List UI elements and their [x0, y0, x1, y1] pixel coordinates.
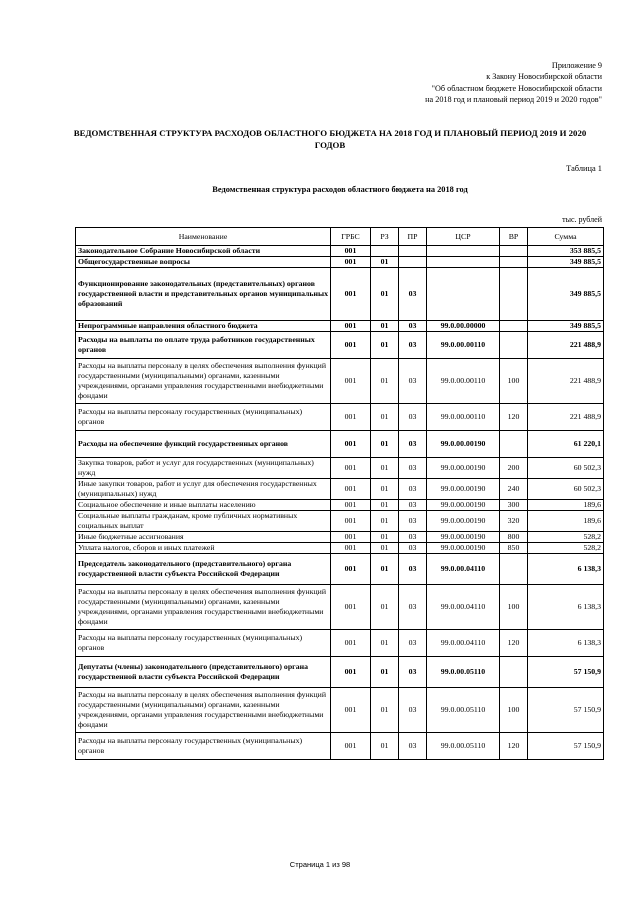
- row-name-cell: Непрограммные направления областного бюджета: [76, 321, 331, 332]
- row-grbs-cell: 001: [331, 630, 371, 657]
- column-header-name: Наименование: [76, 228, 331, 246]
- row-sum-cell: 57 150,9: [528, 733, 604, 760]
- table-row: [76, 543, 604, 554]
- row-csr-cell: 99.0.00.00190: [427, 532, 500, 543]
- row-csr-cell: 99.0.00.00110: [427, 404, 500, 431]
- row-csr-cell: 99.0.00.05110: [427, 688, 500, 733]
- table-row: [76, 268, 604, 321]
- table-row: [76, 321, 604, 332]
- row-rz-cell: 01: [371, 500, 399, 511]
- row-grbs-cell: 001: [331, 479, 371, 500]
- row-vr-cell: 300: [500, 500, 528, 511]
- row-vr-cell: 100: [500, 688, 528, 733]
- column-header-grbs: ГРБС: [331, 228, 371, 246]
- table-row: [76, 532, 604, 543]
- row-sum-cell: 6 138,3: [528, 554, 604, 585]
- table-row: [76, 688, 604, 733]
- row-sum-cell: 221 488,9: [528, 359, 604, 404]
- row-grbs-cell: 001: [331, 332, 371, 359]
- row-csr-cell: 99.0.00.04110: [427, 585, 500, 630]
- units-label: тыс. рублей: [562, 215, 602, 224]
- row-grbs-cell: 001: [331, 733, 371, 760]
- row-vr-cell: [500, 657, 528, 688]
- row-pr-cell: 03: [399, 268, 427, 321]
- row-rz-cell: 01: [371, 321, 399, 332]
- row-vr-cell: 120: [500, 630, 528, 657]
- row-rz-cell: 01: [371, 630, 399, 657]
- row-grbs-cell: 001: [331, 246, 371, 257]
- row-csr-cell: [427, 246, 500, 257]
- row-name-cell: Расходы на выплаты персоналу в целях обеспечения выполнения функций государственными (муниципальными) органами, казенными учреждениями, органами управления государственными внебюджетными фондами: [76, 359, 331, 404]
- row-csr-cell: 99.0.00.05110: [427, 657, 500, 688]
- table-row: [76, 458, 604, 479]
- row-csr-cell: 99.0.00.04110: [427, 630, 500, 657]
- row-rz-cell: 01: [371, 511, 399, 532]
- row-csr-cell: 99.0.00.00190: [427, 543, 500, 554]
- row-vr-cell: 850: [500, 543, 528, 554]
- row-vr-cell: 200: [500, 458, 528, 479]
- row-name-cell: Расходы на выплаты персоналу в целях обеспечения выполнения функций государственными (муниципальными) органами, казенными учреждениями, органами управления государственными внебюджетными фондами: [76, 688, 331, 733]
- row-grbs-cell: 001: [331, 359, 371, 404]
- table-row: [76, 332, 604, 359]
- row-grbs-cell: 001: [331, 657, 371, 688]
- table-row: [76, 554, 604, 585]
- row-rz-cell: 01: [371, 431, 399, 458]
- row-pr-cell: 03: [399, 543, 427, 554]
- row-name-cell: Законодательное Собрание Новосибирской области: [76, 246, 331, 257]
- table-row: [76, 511, 604, 532]
- row-sum-cell: 6 138,3: [528, 630, 604, 657]
- row-pr-cell: 03: [399, 321, 427, 332]
- row-grbs-cell: 001: [331, 511, 371, 532]
- row-rz-cell: [371, 246, 399, 257]
- row-pr-cell: 03: [399, 733, 427, 760]
- column-header-csr: ЦСР: [427, 228, 500, 246]
- row-csr-cell: 99.0.00.00000: [427, 321, 500, 332]
- row-name-cell: Иные закупки товаров, работ и услуг для обеспечения государственных (муниципальных) нужд: [76, 479, 331, 500]
- row-rz-cell: 01: [371, 404, 399, 431]
- column-header-pr: ПР: [399, 228, 427, 246]
- table-row: [76, 431, 604, 458]
- row-grbs-cell: 001: [331, 688, 371, 733]
- row-vr-cell: 800: [500, 532, 528, 543]
- row-pr-cell: 03: [399, 500, 427, 511]
- row-csr-cell: 99.0.00.00190: [427, 479, 500, 500]
- row-csr-cell: [427, 268, 500, 321]
- row-sum-cell: 349 885,5: [528, 257, 604, 268]
- row-sum-cell: 349 885,5: [528, 321, 604, 332]
- table-header-row: [76, 228, 604, 246]
- row-pr-cell: 03: [399, 479, 427, 500]
- row-csr-cell: 99.0.00.00190: [427, 431, 500, 458]
- table-row: [76, 585, 604, 630]
- row-csr-cell: 99.0.00.00190: [427, 458, 500, 479]
- column-header-rz: РЗ: [371, 228, 399, 246]
- row-vr-cell: [500, 332, 528, 359]
- row-sum-cell: 528,2: [528, 543, 604, 554]
- row-grbs-cell: 001: [331, 268, 371, 321]
- row-rz-cell: 01: [371, 359, 399, 404]
- row-grbs-cell: 001: [331, 257, 371, 268]
- row-pr-cell: 03: [399, 458, 427, 479]
- row-rz-cell: 01: [371, 585, 399, 630]
- row-grbs-cell: 001: [331, 431, 371, 458]
- row-pr-cell: 03: [399, 554, 427, 585]
- row-rz-cell: 01: [371, 532, 399, 543]
- row-name-cell: Функционирование законодательных (представительных) органов государственной власти и представительных органов муниципальных образований: [76, 268, 331, 321]
- table-row: [76, 257, 604, 268]
- row-sum-cell: 60 502,3: [528, 458, 604, 479]
- row-vr-cell: [500, 268, 528, 321]
- row-name-cell: Расходы на выплаты персоналу государственных (муниципальных) органов: [76, 733, 331, 760]
- column-header-vr: ВР: [500, 228, 528, 246]
- row-pr-cell: [399, 246, 427, 257]
- row-vr-cell: [500, 431, 528, 458]
- row-pr-cell: 03: [399, 532, 427, 543]
- row-pr-cell: 03: [399, 585, 427, 630]
- row-sum-cell: 221 488,9: [528, 404, 604, 431]
- row-vr-cell: [500, 257, 528, 268]
- row-name-cell: Общегосударственные вопросы: [76, 257, 331, 268]
- row-name-cell: Расходы на выплаты персоналу в целях обеспечения выполнения функций государственными (муниципальными) органами, казенными учреждениями, органами управления государственными внебюджетными фондами: [76, 585, 331, 630]
- appendix-line: Приложение 9: [551, 61, 602, 70]
- row-name-cell: Расходы на выплаты персоналу государственных (муниципальных) органов: [76, 630, 331, 657]
- row-rz-cell: 01: [371, 733, 399, 760]
- row-rz-cell: 01: [371, 479, 399, 500]
- row-csr-cell: 99.0.00.05110: [427, 733, 500, 760]
- row-grbs-cell: 001: [331, 500, 371, 511]
- row-pr-cell: [399, 257, 427, 268]
- column-header-sum: Сумма: [528, 228, 604, 246]
- row-name-cell: Социальные выплаты гражданам, кроме публичных нормативных социальных выплат: [76, 511, 331, 532]
- row-pr-cell: 03: [399, 359, 427, 404]
- row-grbs-cell: 001: [331, 458, 371, 479]
- row-csr-cell: 99.0.00.00190: [427, 511, 500, 532]
- row-vr-cell: [500, 246, 528, 257]
- row-sum-cell: 6 138,3: [528, 585, 604, 630]
- row-rz-cell: 01: [371, 543, 399, 554]
- row-csr-cell: 99.0.00.00110: [427, 332, 500, 359]
- row-name-cell: Иные бюджетные ассигнования: [76, 532, 331, 543]
- table-row: [76, 479, 604, 500]
- appendix-line: к Закону Новосибирской области: [486, 72, 602, 82]
- row-csr-cell: 99.0.00.04110: [427, 554, 500, 585]
- row-rz-cell: 01: [371, 657, 399, 688]
- page-footer: Страница 1 из 98: [289, 860, 351, 869]
- row-sum-cell: 353 885,5: [528, 246, 604, 257]
- row-pr-cell: 03: [399, 404, 427, 431]
- table-row: [76, 733, 604, 760]
- row-rz-cell: 01: [371, 554, 399, 585]
- row-sum-cell: 189,6: [528, 511, 604, 532]
- document-title: ВЕДОМСТВЕННАЯ СТРУКТУРА РАСХОДОВ ОБЛАСТНОГО БЮДЖЕТА НА 2018 ГОД И ПЛАНОВЫЙ ПЕРИОД 2019 И 2020 ГОДОВ: [73, 128, 587, 150]
- row-vr-cell: 120: [500, 404, 528, 431]
- row-name-cell: Закупка товаров, работ и услуг для государственных (муниципальных) нужд: [76, 458, 331, 479]
- row-csr-cell: [427, 257, 500, 268]
- row-rz-cell: 01: [371, 268, 399, 321]
- row-sum-cell: 349 885,5: [528, 268, 604, 321]
- table-row: [76, 246, 604, 257]
- table-row: [76, 500, 604, 511]
- row-sum-cell: 57 150,9: [528, 688, 604, 733]
- appendix-line: на 2018 год и плановый период 2019 и 2020 годов": [425, 95, 602, 105]
- row-pr-cell: 03: [399, 431, 427, 458]
- table-number: Таблица 1: [566, 164, 602, 173]
- row-name-cell: Председатель законодательного (представительного) органа государственной власти субъекта Российской Федерации: [76, 554, 331, 585]
- row-sum-cell: 57 150,9: [528, 657, 604, 688]
- row-grbs-cell: 001: [331, 554, 371, 585]
- row-sum-cell: 61 220,1: [528, 431, 604, 458]
- row-pr-cell: 03: [399, 332, 427, 359]
- row-pr-cell: 03: [399, 688, 427, 733]
- row-name-cell: Уплата налогов, сборов и иных платежей: [76, 543, 331, 554]
- row-vr-cell: 320: [500, 511, 528, 532]
- row-csr-cell: 99.0.00.00190: [427, 500, 500, 511]
- row-pr-cell: 03: [399, 511, 427, 532]
- row-grbs-cell: 001: [331, 532, 371, 543]
- row-sum-cell: 528,2: [528, 532, 604, 543]
- row-vr-cell: 100: [500, 585, 528, 630]
- row-rz-cell: 01: [371, 332, 399, 359]
- row-sum-cell: 60 502,3: [528, 479, 604, 500]
- row-sum-cell: 189,6: [528, 500, 604, 511]
- row-name-cell: Социальное обеспечение и иные выплаты населению: [76, 500, 331, 511]
- row-sum-cell: 221 488,9: [528, 332, 604, 359]
- row-grbs-cell: 001: [331, 404, 371, 431]
- table-title: Ведомственная структура расходов областного бюджета на 2018 год: [212, 185, 468, 194]
- table-row: [76, 630, 604, 657]
- expenditure-table: [75, 227, 604, 760]
- appendix-block: [282, 60, 602, 106]
- row-grbs-cell: 001: [331, 543, 371, 554]
- row-vr-cell: 100: [500, 359, 528, 404]
- row-pr-cell: 03: [399, 657, 427, 688]
- row-rz-cell: 01: [371, 458, 399, 479]
- row-name-cell: Депутаты (члены) законодательного (представительного) органа государственной власти субъекта Российской Федерации: [76, 657, 331, 688]
- row-vr-cell: 120: [500, 733, 528, 760]
- row-vr-cell: [500, 321, 528, 332]
- row-grbs-cell: 001: [331, 585, 371, 630]
- table-row: [76, 657, 604, 688]
- row-rz-cell: 01: [371, 257, 399, 268]
- row-name-cell: Расходы на выплаты по оплате труда работников государственных органов: [76, 332, 331, 359]
- row-vr-cell: 240: [500, 479, 528, 500]
- row-name-cell: Расходы на обеспечение функций государственных органов: [76, 431, 331, 458]
- row-csr-cell: 99.0.00.00110: [427, 359, 500, 404]
- table-row: [76, 359, 604, 404]
- row-grbs-cell: 001: [331, 321, 371, 332]
- table-row: [76, 404, 604, 431]
- appendix-line: "Об областном бюджете Новосибирской области: [431, 83, 602, 93]
- row-name-cell: Расходы на выплаты персоналу государственных (муниципальных) органов: [76, 404, 331, 431]
- row-vr-cell: [500, 554, 528, 585]
- row-pr-cell: 03: [399, 630, 427, 657]
- row-rz-cell: 01: [371, 688, 399, 733]
